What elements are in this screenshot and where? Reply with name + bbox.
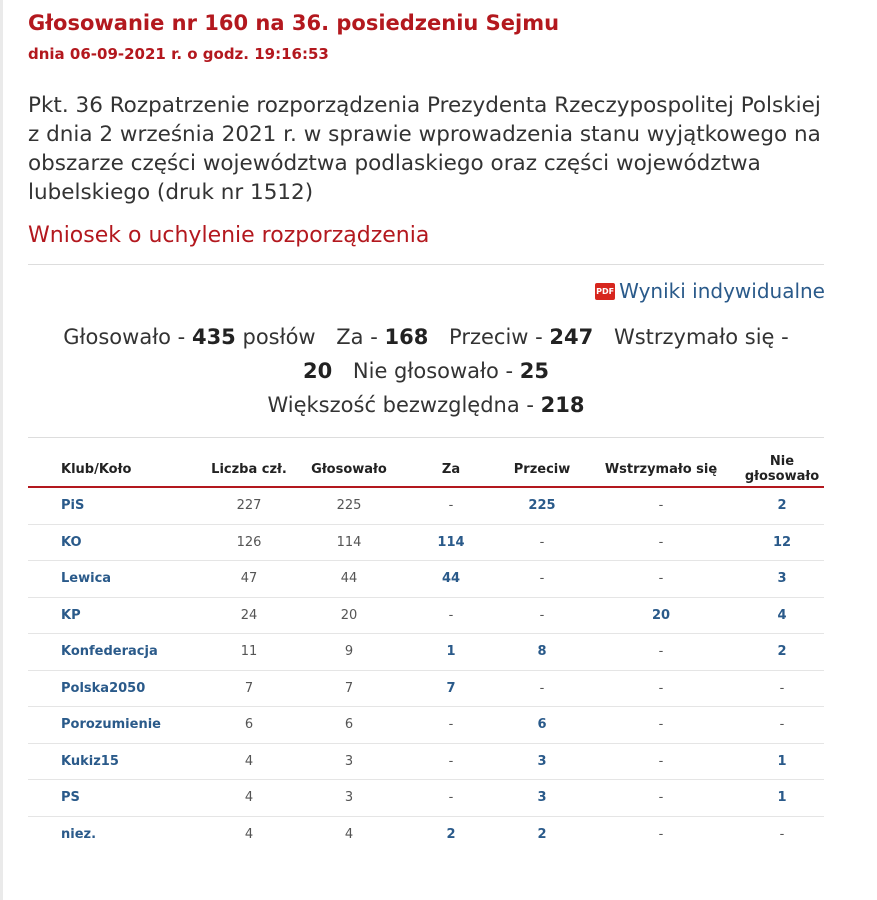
table-row (28, 707, 824, 744)
members-count: 6 (200, 707, 298, 744)
divider (28, 264, 824, 265)
notvoted-count: - (779, 826, 785, 842)
members-count: 126 (200, 524, 298, 561)
notvoted-count: - (740, 670, 824, 707)
individual-results-label: Wyniki indywidualne (619, 279, 825, 303)
summary-line-2 (20, 354, 832, 388)
members-count: 4 (200, 743, 298, 780)
abstained-count: - (582, 743, 740, 780)
voted-count: 3 (298, 743, 400, 780)
voted-count: 225 (298, 487, 400, 524)
for-value: 168 (384, 325, 429, 349)
against-count[interactable]: 8 (502, 634, 582, 671)
voted-count: 20 (298, 597, 400, 634)
against-label: Przeciw - (449, 325, 543, 349)
for-count[interactable]: 2 (446, 826, 456, 842)
abstained-count: - (582, 487, 740, 524)
notvoted-count[interactable]: 1 (740, 780, 824, 817)
majority-value: 218 (540, 393, 585, 417)
abstained-count: - (582, 561, 740, 598)
header-against: Przeciw (502, 452, 582, 487)
notvoted-count[interactable]: 1 (740, 743, 824, 780)
members-count: 4 (200, 780, 298, 817)
vote-date: dnia 06-09-2021 r. o godz. 19:16:53 (28, 45, 329, 63)
members-count: 11 (200, 634, 298, 671)
vote-summary (20, 320, 832, 422)
individual-results-link[interactable] (595, 279, 825, 303)
vote-title: Głosowanie nr 160 na 36. posiedzeniu Sejmu (28, 11, 560, 35)
voted-label: Głosowało - (63, 325, 186, 349)
club-name-link[interactable]: KP (28, 597, 200, 634)
for-count[interactable]: 114 (400, 524, 502, 561)
for-count: - (400, 707, 502, 744)
abstained-count[interactable]: 20 (582, 597, 740, 634)
abstained-count: - (582, 634, 740, 671)
header-club: Klub/Koło (28, 452, 200, 487)
club-name-link[interactable]: KO (28, 524, 200, 561)
club-name-link[interactable]: Polska2050 (28, 670, 200, 707)
abstained-value: 20 (302, 359, 333, 383)
divider (28, 437, 824, 438)
motion-title: Wniosek o uchylenie rozporządzenia (28, 223, 430, 248)
voted-count: 114 (298, 524, 400, 561)
abstained-count: - (658, 826, 664, 842)
header-members: Liczba czł. (200, 452, 298, 487)
club-name-link[interactable]: PS (28, 780, 200, 817)
against-count: - (502, 597, 582, 634)
voted-value: 435 (191, 325, 236, 349)
for-label: Za - (336, 325, 378, 349)
against-count[interactable]: 3 (502, 780, 582, 817)
club-name-link[interactable]: PiS (28, 487, 200, 524)
notvoted-count[interactable]: 12 (740, 524, 824, 561)
majority-label: Większość bezwzględna - (267, 393, 534, 417)
members-count: 227 (200, 487, 298, 524)
table-header-row (28, 452, 824, 487)
members-label: posłów (242, 325, 316, 349)
header-voted: Głosowało (298, 452, 400, 487)
table-row (28, 561, 824, 598)
members-count: 4 (244, 826, 254, 842)
against-count[interactable]: 2 (537, 826, 547, 842)
table-row (28, 816, 824, 852)
left-edge-divider (0, 0, 3, 900)
header-for: Za (400, 452, 502, 487)
table-row (28, 524, 824, 561)
table-row (28, 597, 824, 634)
voted-count: 7 (298, 670, 400, 707)
for-count[interactable]: 7 (400, 670, 502, 707)
club-name-link[interactable]: niez. (61, 826, 97, 842)
for-count: - (400, 597, 502, 634)
table-row (28, 780, 824, 817)
against-count[interactable]: 3 (502, 743, 582, 780)
notvoted-count: - (740, 707, 824, 744)
pdf-icon: PDF (595, 283, 615, 300)
clubs-results-table (28, 452, 824, 852)
abstained-count: - (582, 670, 740, 707)
for-count: - (400, 487, 502, 524)
club-name-link[interactable]: Konfederacja (28, 634, 200, 671)
abstained-count: - (582, 524, 740, 561)
for-count[interactable]: 44 (400, 561, 502, 598)
voted-count: 9 (298, 634, 400, 671)
summary-line-3 (20, 388, 832, 422)
notvoted-count[interactable]: 2 (740, 634, 824, 671)
summary-line-1 (20, 320, 832, 354)
notvoted-count[interactable]: 2 (740, 487, 824, 524)
members-count: 24 (200, 597, 298, 634)
voted-count: 44 (298, 561, 400, 598)
agenda-topic: Pkt. 36 Rozpatrzenie rozporządzenia Prezydenta Rzeczypospolitej Polskiej z dnia 2 września 2021 r. w sprawie wprowadzenia stanu wyjątkowego na obszarze części województwa podlaskiego oraz części województwa lubelskiego (druk nr 1512) (28, 93, 821, 205)
for-count: - (400, 780, 502, 817)
against-value: 247 (549, 325, 594, 349)
notvoted-count[interactable]: 3 (740, 561, 824, 598)
table-row (28, 634, 824, 671)
club-name-link[interactable]: Lewica (28, 561, 200, 598)
notvoted-label: Nie głosowało - (352, 359, 514, 383)
voted-count: 3 (298, 780, 400, 817)
members-count: 7 (200, 670, 298, 707)
notvoted-count[interactable]: 4 (740, 597, 824, 634)
header-abstained: Wstrzymało się (582, 452, 740, 487)
voted-count: 4 (344, 826, 354, 842)
against-count: - (502, 524, 582, 561)
members-count: 47 (200, 561, 298, 598)
against-count[interactable]: 6 (502, 707, 582, 744)
table-row (28, 670, 824, 707)
voted-count: 6 (298, 707, 400, 744)
header-notvoted: Nie głosowało (740, 452, 824, 487)
club-name-link[interactable]: Kukiz15 (28, 743, 200, 780)
for-count[interactable]: 1 (400, 634, 502, 671)
for-count: - (400, 743, 502, 780)
abstained-label: Wstrzymało się - (613, 325, 789, 349)
against-count[interactable]: 225 (502, 487, 582, 524)
table-row (28, 487, 824, 524)
table-row (28, 743, 824, 780)
against-count: - (502, 561, 582, 598)
notvoted-value: 25 (519, 359, 550, 383)
against-count: - (502, 670, 582, 707)
abstained-count: - (582, 707, 740, 744)
abstained-count: - (582, 780, 740, 817)
club-name-link[interactable]: Porozumienie (28, 707, 200, 744)
